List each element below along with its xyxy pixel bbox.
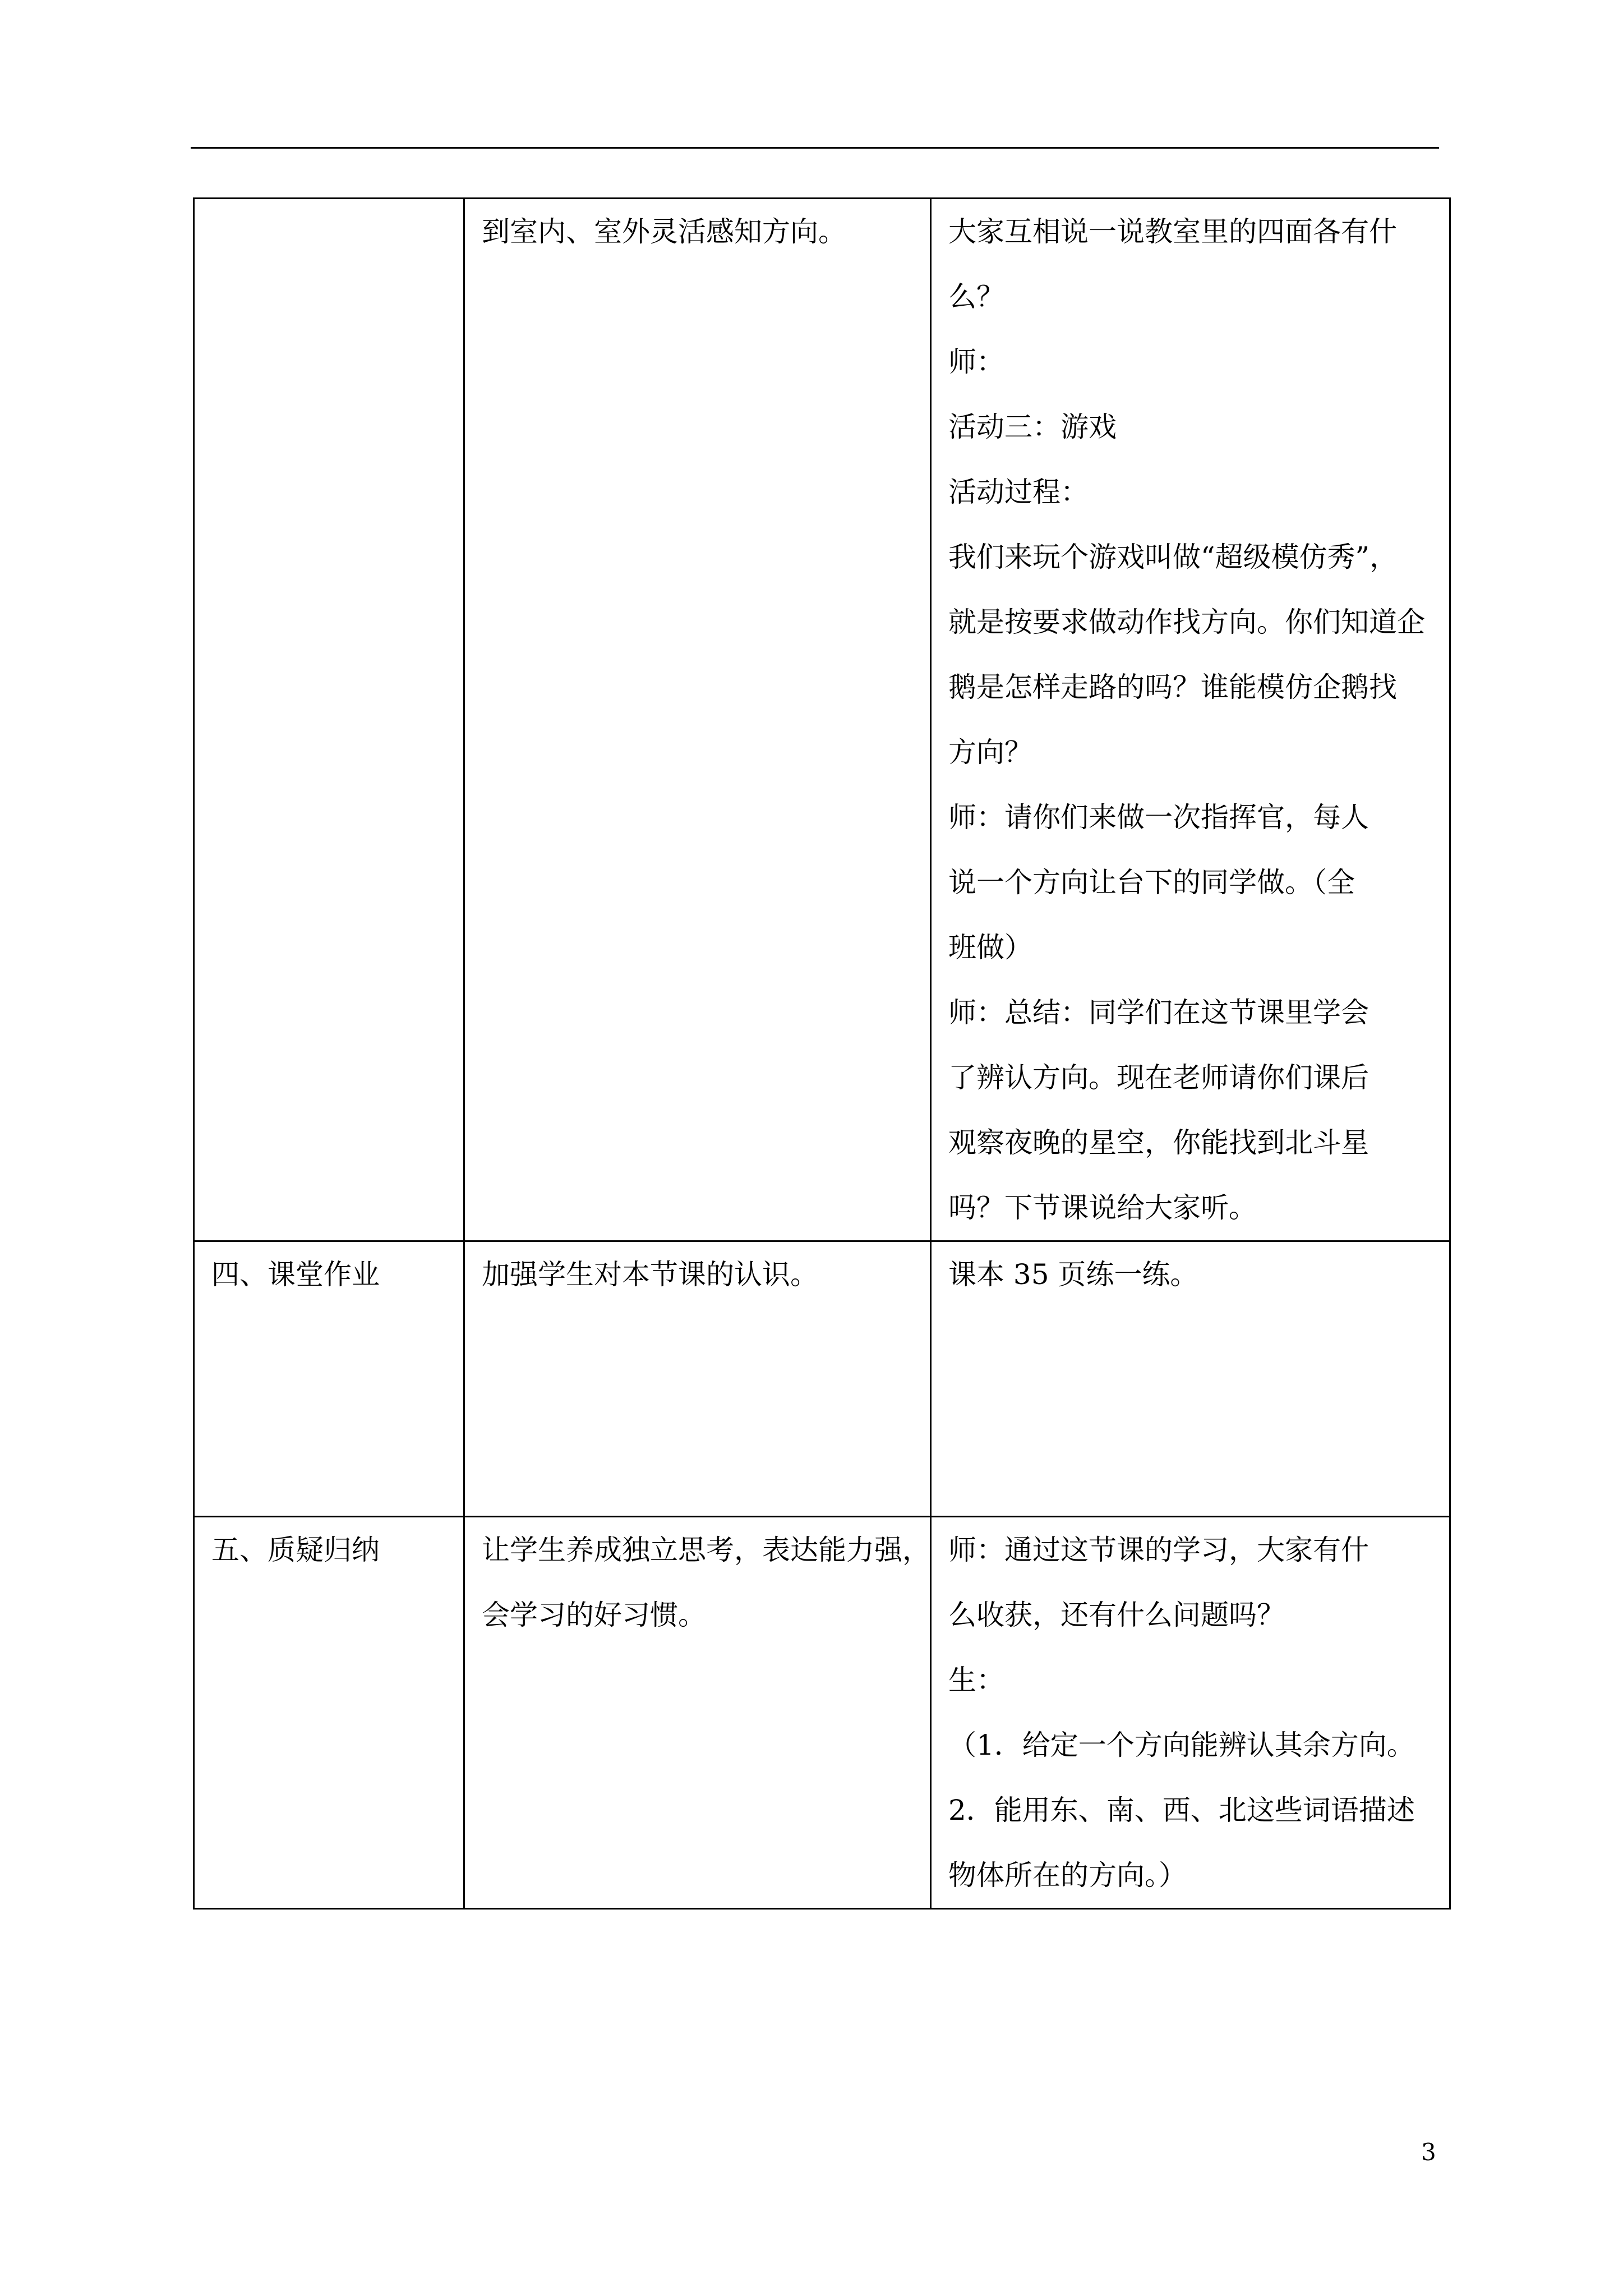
stage-cell	[194, 1241, 464, 1517]
activity-line: 吗？下节课说给大家听。	[948, 1191, 1257, 1224]
goal-text: 加强学生对本节课的认识。	[482, 1258, 818, 1291]
table-row	[194, 199, 1450, 1241]
stage-label: 四、课堂作业	[211, 1258, 380, 1291]
goal-cell	[464, 1241, 931, 1517]
activity-line: （1．给定一个方向能辨认其余方向。	[948, 1729, 1415, 1761]
goal-text: 让学生养成独立思考，表达能力强，	[482, 1534, 930, 1566]
activity-line: 班做）	[948, 931, 1032, 964]
activity-line: 我们来玩个游戏叫做“超级模仿秀”，	[948, 541, 1398, 573]
activity-line: 2．能用东、南、西、北这些词语描述	[948, 1794, 1415, 1826]
activity-line: 师：	[948, 346, 1004, 378]
activity-line: 就是按要求做动作找方向。你们知道企	[948, 606, 1425, 638]
activity-line: 师：通过这节课的学习，大家有什	[948, 1534, 1369, 1566]
activity-line: 么？	[948, 280, 1004, 313]
activity-line: 了辨认方向。现在老师请你们课后	[948, 1061, 1369, 1094]
activity-line: 课本 35 页练一练。	[948, 1258, 1198, 1291]
activity-line: 方向？	[948, 736, 1032, 769]
goal-text: 会学习的好习惯。	[482, 1599, 706, 1631]
activity-line: 大家互相说一说教室里的四面各有什	[948, 215, 1397, 248]
activity-line: 观察夜晚的星空，你能找到北斗星	[948, 1126, 1369, 1159]
stage-cell	[194, 1517, 464, 1909]
activity-line: 说一个方向让台下的同学做。（全	[948, 866, 1355, 899]
activity-cell	[931, 199, 1450, 1241]
stage-cell	[194, 199, 464, 1241]
goal-cell	[464, 199, 931, 1241]
activity-line: 鹅是怎样走路的吗？谁能模仿企鹅找	[948, 671, 1397, 703]
lesson-plan-table	[193, 197, 1451, 1910]
activity-line: 物体所在的方向。）	[948, 1859, 1187, 1892]
table-row	[194, 1517, 1450, 1909]
goal-cell	[464, 1517, 931, 1909]
activity-line: 师：总结：同学们在这节课里学会	[948, 996, 1369, 1029]
activity-cell	[931, 1517, 1450, 1909]
table-row	[194, 1241, 1450, 1517]
activity-cell	[931, 1241, 1450, 1517]
page-number: 3	[1421, 2138, 1436, 2166]
header-rule	[191, 147, 1439, 149]
activity-line: 活动三：游戏	[948, 411, 1117, 443]
activity-line: 活动过程：	[948, 476, 1089, 508]
activity-line: 师：请你们来做一次指挥官，每人	[948, 801, 1369, 834]
goal-text: 到室内、室外灵活感知方向。	[482, 215, 846, 248]
stage-label: 五、质疑归纳	[211, 1534, 380, 1566]
activity-line: 生：	[948, 1664, 1004, 1696]
activity-line: 么收获，还有什么问题吗？	[948, 1599, 1285, 1631]
